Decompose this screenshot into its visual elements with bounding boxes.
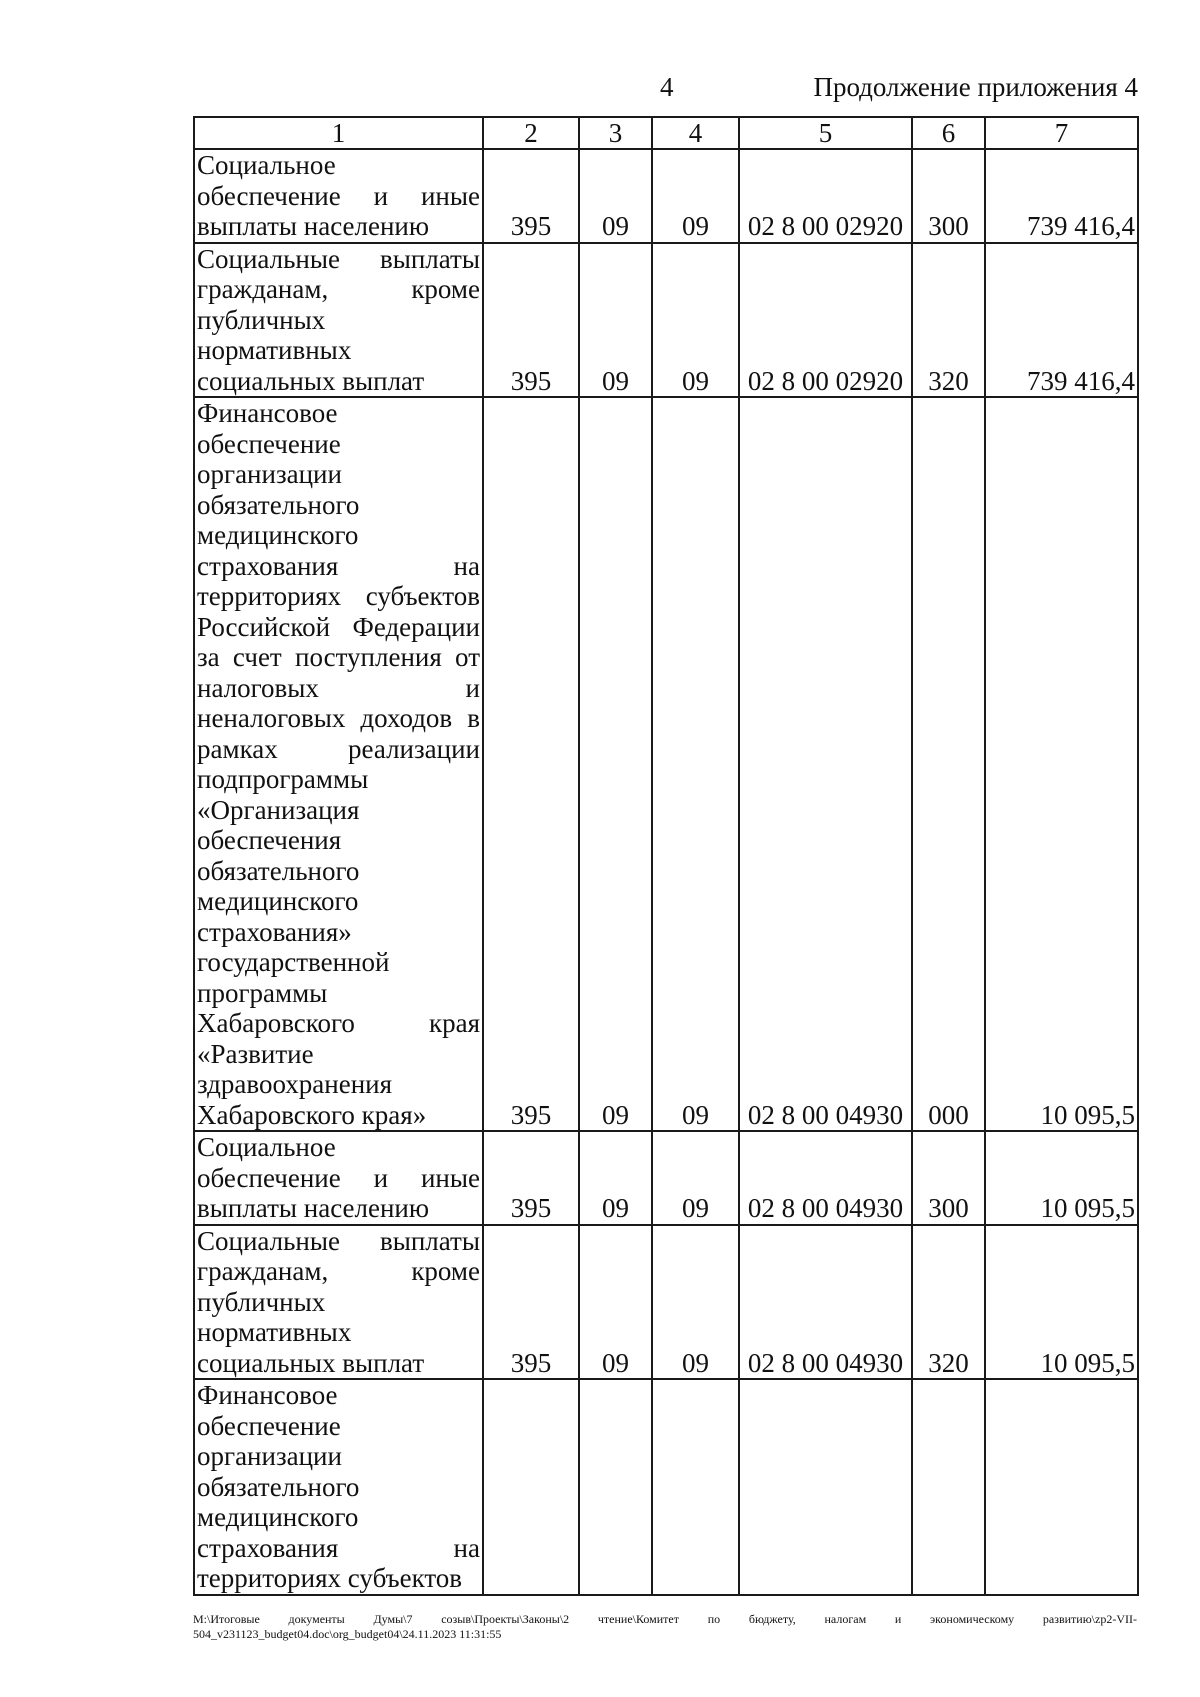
table-row: [194, 1379, 1138, 1595]
expense-type-cell: 300: [912, 149, 985, 243]
expense-name-line: публичных: [197, 1286, 326, 1317]
section-code-cell: 09: [579, 149, 652, 243]
subsection-code-cell: 09: [652, 243, 739, 398]
expense-type-cell: 320: [912, 1225, 985, 1380]
target-article-cell: 02 8 00 04930: [739, 1225, 912, 1380]
column-header: 7: [985, 117, 1138, 149]
column-header: 2: [483, 117, 579, 149]
expense-name-line: обязательного: [197, 489, 360, 520]
subsection-code-cell: 09: [652, 1131, 739, 1225]
amount-cell: 10 095,5: [985, 1131, 1138, 1225]
expense-name-line: медицинского: [197, 886, 359, 916]
amount-cell: 10 095,5: [985, 397, 1138, 1131]
expense-name-line: Социальные выплаты: [197, 243, 480, 274]
expense-name-cell: [194, 149, 483, 243]
expense-name-line: неналоговых доходов в: [197, 703, 480, 733]
expense-name-line: социальных выплат: [197, 1347, 425, 1378]
expense-type-cell: [912, 1379, 985, 1595]
expense-name-line: подпрограммы: [197, 764, 369, 794]
expense-name-line: гражданам, кроме: [197, 1256, 480, 1286]
expense-name-cell: [194, 1131, 483, 1225]
expense-name-line: нормативных: [197, 335, 352, 365]
expense-name-line: Социальные выплаты: [197, 1225, 480, 1256]
expense-name-line: за счет поступления от: [197, 642, 480, 672]
expense-name-line: здравоохранения: [197, 1069, 393, 1099]
expense-name-line: налоговых и: [197, 672, 480, 703]
subsection-code-cell: 09: [652, 397, 739, 1131]
expense-name-line: выплаты населению: [197, 1193, 430, 1223]
table-header-row: [194, 117, 1138, 149]
expense-name-cell: [194, 1379, 483, 1595]
target-article-cell: 02 8 00 04930: [739, 397, 912, 1131]
expense-name-line: организации: [197, 459, 342, 489]
table-row: [194, 1225, 1138, 1380]
expense-name-cell: [194, 1225, 483, 1380]
expense-name-line: медицинского: [197, 1502, 359, 1532]
expense-name-line: нормативных: [197, 1317, 352, 1347]
expense-name-line: страхования»: [197, 916, 352, 947]
expense-name-line: Финансовое: [197, 1380, 338, 1410]
expense-name-line: страхования на: [197, 1532, 480, 1563]
table-row: [194, 149, 1138, 243]
expense-name-line: выплаты населению: [197, 211, 430, 241]
expense-name-line: социальных выплат: [197, 365, 425, 396]
ministry-code-cell: [483, 1379, 579, 1595]
expense-name-line: рамках реализации: [197, 733, 480, 764]
section-code-cell: 09: [579, 1131, 652, 1225]
target-article-cell: 02 8 00 02920: [739, 243, 912, 398]
table-row: [194, 243, 1138, 398]
column-header: 4: [652, 117, 739, 149]
continuation-label: Продолжение приложения 4: [813, 72, 1138, 102]
ministry-code-cell: 395: [483, 1225, 579, 1380]
expense-name-cell: [194, 397, 483, 1131]
expense-name-line: «Организация: [197, 794, 360, 825]
expense-name-line: «Развитие: [197, 1038, 314, 1069]
target-article-cell: [739, 1379, 912, 1595]
expense-name-line: гражданам, кроме: [197, 274, 480, 304]
column-header: 3: [579, 117, 652, 149]
ministry-code-cell: 395: [483, 397, 579, 1131]
subsection-code-cell: [652, 1379, 739, 1595]
ministry-code-cell: 395: [483, 243, 579, 398]
expense-name-line: государственной: [197, 947, 390, 977]
expense-name-line: обеспечение и иные: [197, 1162, 480, 1193]
target-article-cell: 02 8 00 02920: [739, 149, 912, 243]
expense-name-line: обязательного: [197, 1471, 360, 1502]
expense-name-line: территориях субъектов: [197, 581, 480, 611]
column-header: 1: [194, 117, 483, 149]
expense-name-line: медицинского: [197, 520, 359, 550]
expense-name-line: Хабаровского края: [197, 1008, 480, 1038]
expense-name-line: программы: [197, 977, 328, 1008]
expense-type-cell: 320: [912, 243, 985, 398]
amount-cell: 739 416,4: [985, 243, 1138, 398]
amount-cell: 739 416,4: [985, 149, 1138, 243]
column-header: 6: [912, 117, 985, 149]
expense-name-line: страхования на: [197, 550, 480, 581]
amount-cell: 10 095,5: [985, 1225, 1138, 1380]
section-code-cell: 09: [579, 1225, 652, 1380]
section-code-cell: 09: [579, 243, 652, 398]
subsection-code-cell: 09: [652, 149, 739, 243]
ministry-code-cell: 395: [483, 1131, 579, 1225]
section-code-cell: 09: [579, 397, 652, 1131]
expense-name-line: организации: [197, 1441, 342, 1471]
expense-name-line: обеспечение: [197, 1410, 341, 1441]
expense-name-line: обеспечения: [197, 825, 342, 855]
expense-type-cell: 300: [912, 1131, 985, 1225]
expense-name-cell: [194, 243, 483, 398]
target-article-cell: 02 8 00 04930: [739, 1131, 912, 1225]
expense-name-line: территориях субъектов: [197, 1563, 463, 1593]
expense-name-line: обеспечение и иные: [197, 180, 480, 211]
column-header: 5: [739, 117, 912, 149]
subsection-code-cell: 09: [652, 1225, 739, 1380]
table-row: [194, 1131, 1138, 1225]
page-number: 4: [660, 72, 674, 102]
expense-name-line: Социальное: [197, 150, 336, 180]
file-path-footer: M:\Итоговые документы Думы\7 созыв\Проекты\Законы\2 чтение\Комитет по бюджету, налогам и экономическому развитию\zp2-VII-504_v231123_budget04.doc\org_budget04\24.11.2023 11:31:55: [193, 1612, 1137, 1641]
expense-type-cell: 000: [912, 397, 985, 1131]
amount-cell: [985, 1379, 1138, 1595]
expense-name-line: Финансовое: [197, 398, 338, 428]
expense-name-line: обязательного: [197, 855, 360, 886]
expense-name-line: Социальное: [197, 1132, 336, 1162]
expense-name-line: публичных: [197, 304, 326, 335]
budget-table: [193, 116, 1139, 1596]
expense-name-line: обеспечение: [197, 428, 341, 459]
ministry-code-cell: 395: [483, 149, 579, 243]
expense-name-line: Российской Федерации: [197, 611, 480, 642]
table-row: [194, 397, 1138, 1131]
expense-name-line: Хабаровского края»: [197, 1099, 427, 1130]
section-code-cell: [579, 1379, 652, 1595]
